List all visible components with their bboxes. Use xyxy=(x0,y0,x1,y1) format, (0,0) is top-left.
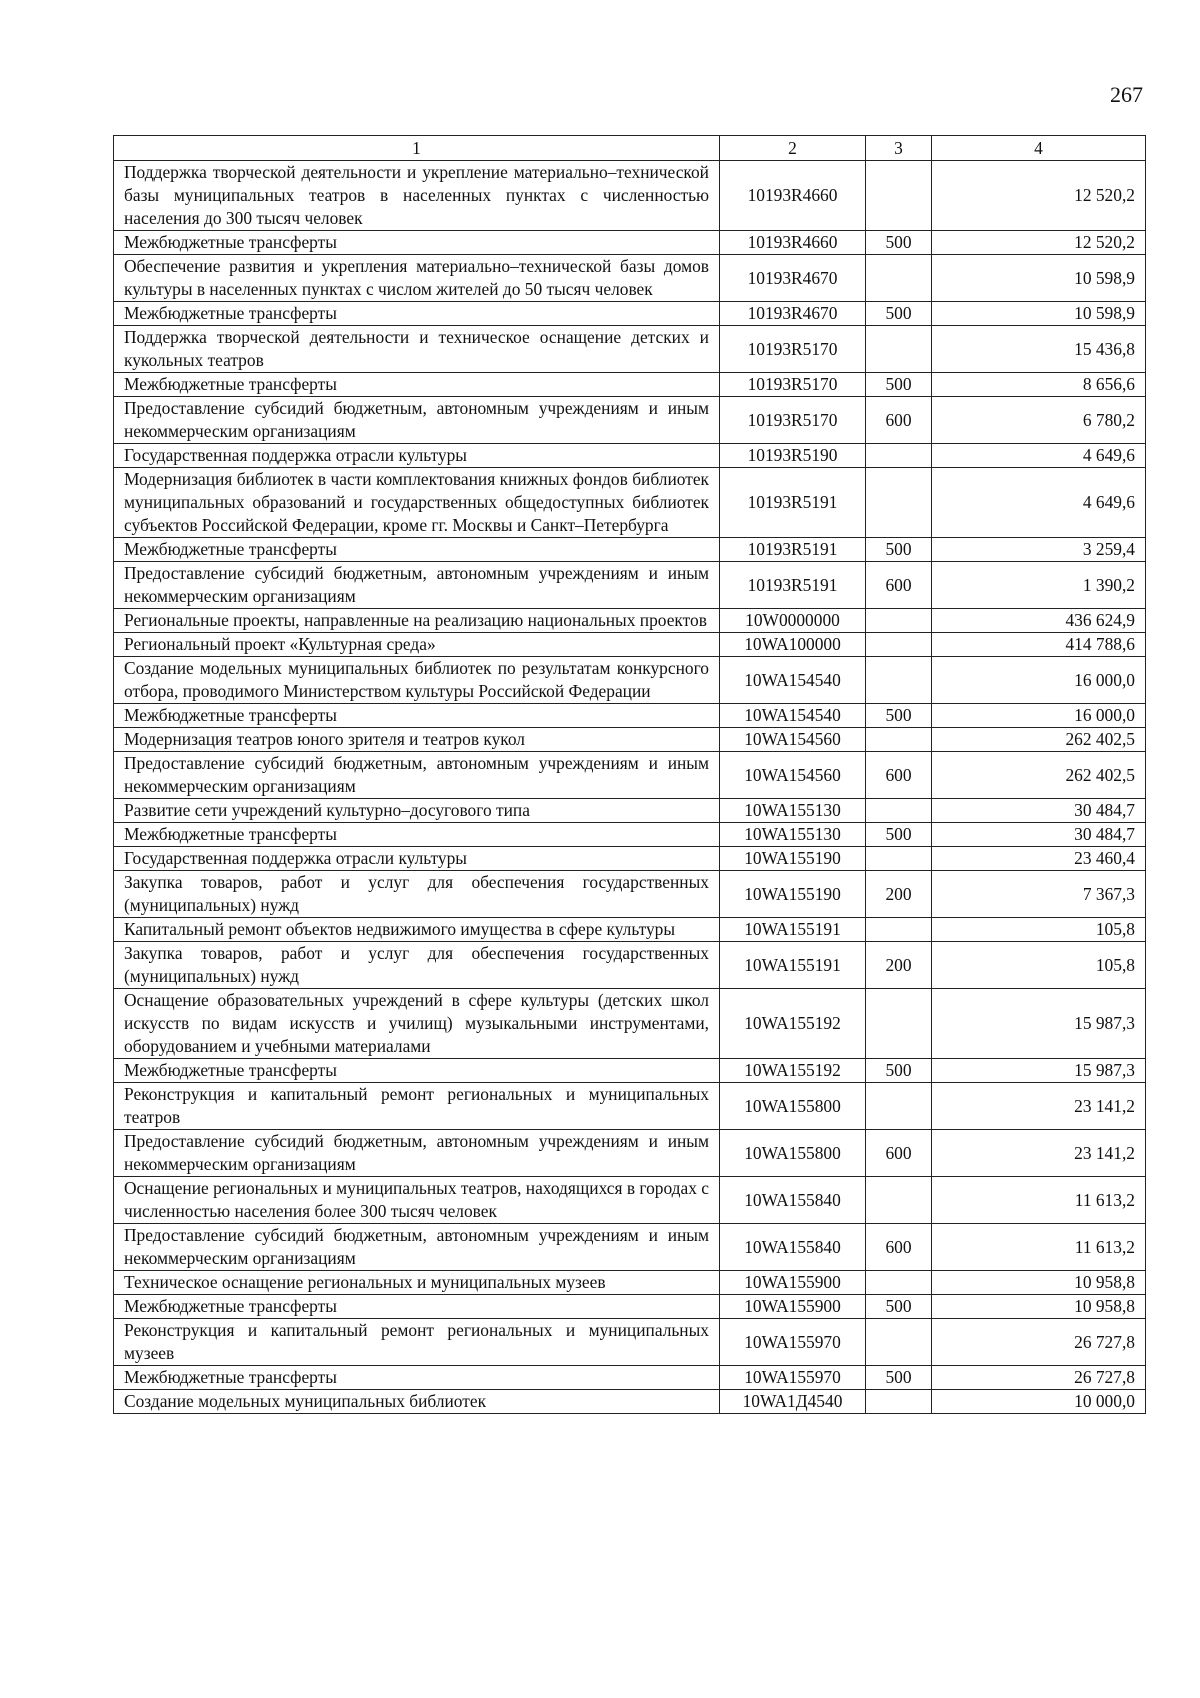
row-name-cell: Создание модельных муниципальных библиотек по результатам конкурсного отбора, проводимого Министерством культуры Российской Федерации xyxy=(114,657,720,704)
row-name-cell: Государственная поддержка отрасли культуры xyxy=(114,444,720,468)
row-code-cell: 10193R5190 xyxy=(720,444,866,468)
row-code-cell: 10WA154540 xyxy=(720,657,866,704)
table-row xyxy=(114,538,1146,562)
table-row xyxy=(114,633,1146,657)
row-type-cell xyxy=(866,918,932,942)
row-sum-cell: 7 367,3 xyxy=(932,871,1146,918)
row-code-cell: 10193R5170 xyxy=(720,373,866,397)
row-code-cell: 10WA155800 xyxy=(720,1083,866,1130)
row-code-cell: 10WA155970 xyxy=(720,1366,866,1390)
row-sum-cell: 15 987,3 xyxy=(932,989,1146,1059)
row-name-cell: Оснащение образовательных учреждений в сфере культуры (детских школ искусств по видам искусств и училищ) музыкальными инструментами, оборудованием и учебными материалами xyxy=(114,989,720,1059)
row-name-cell: Закупка товаров, работ и услуг для обеспечения государственных (муниципальных) нужд xyxy=(114,871,720,918)
row-name-cell: Модернизация библиотек в части комплектования книжных фондов библиотек муниципальных образований и государственных общедоступных библиотек субъектов Российской Федерации, кроме гг. Москвы и Санкт–Петербурга xyxy=(114,468,720,538)
row-name-cell: Предоставление субсидий бюджетным, автономным учреждениям и иным некоммерческим организациям xyxy=(114,1130,720,1177)
row-name-cell: Межбюджетные трансферты xyxy=(114,1295,720,1319)
table-row xyxy=(114,326,1146,373)
row-name-cell: Техническое оснащение региональных и муниципальных музеев xyxy=(114,1271,720,1295)
table-row xyxy=(114,728,1146,752)
row-code-cell: 10WA155800 xyxy=(720,1130,866,1177)
table-row xyxy=(114,942,1146,989)
row-code-cell: 10193R5191 xyxy=(720,538,866,562)
row-code-cell: 10193R4660 xyxy=(720,161,866,231)
row-sum-cell: 30 484,7 xyxy=(932,799,1146,823)
row-code-cell: 10WA155130 xyxy=(720,823,866,847)
table-row xyxy=(114,444,1146,468)
row-code-cell: 10WA155130 xyxy=(720,799,866,823)
row-sum-cell: 414 788,6 xyxy=(932,633,1146,657)
row-sum-cell: 262 402,5 xyxy=(932,752,1146,799)
row-code-cell: 10WA100000 xyxy=(720,633,866,657)
row-sum-cell: 10 598,9 xyxy=(932,302,1146,326)
row-code-cell: 10WA155900 xyxy=(720,1295,866,1319)
row-type-cell: 500 xyxy=(866,1059,932,1083)
row-code-cell: 10W0000000 xyxy=(720,609,866,633)
row-sum-cell: 8 656,6 xyxy=(932,373,1146,397)
table-row xyxy=(114,231,1146,255)
table-row xyxy=(114,302,1146,326)
row-sum-cell: 6 780,2 xyxy=(932,397,1146,444)
table-row xyxy=(114,1083,1146,1130)
table-row xyxy=(114,1177,1146,1224)
table-row xyxy=(114,255,1146,302)
row-type-cell: 500 xyxy=(866,1366,932,1390)
row-code-cell: 10WA155192 xyxy=(720,1059,866,1083)
row-sum-cell: 15 436,8 xyxy=(932,326,1146,373)
row-name-cell: Межбюджетные трансферты xyxy=(114,538,720,562)
row-sum-cell: 4 649,6 xyxy=(932,444,1146,468)
row-code-cell: 10193R4660 xyxy=(720,231,866,255)
row-code-cell: 10193R4670 xyxy=(720,302,866,326)
table-body xyxy=(114,161,1146,1414)
row-type-cell xyxy=(866,1319,932,1366)
row-name-cell: Межбюджетные трансферты xyxy=(114,302,720,326)
row-sum-cell: 436 624,9 xyxy=(932,609,1146,633)
table-row xyxy=(114,1271,1146,1295)
table-header xyxy=(114,136,1146,161)
table-row xyxy=(114,562,1146,609)
row-type-cell: 200 xyxy=(866,871,932,918)
row-code-cell: 10WA154560 xyxy=(720,728,866,752)
row-sum-cell: 4 649,6 xyxy=(932,468,1146,538)
row-name-cell: Региональный проект «Культурная среда» xyxy=(114,633,720,657)
row-type-cell xyxy=(866,633,932,657)
page-number: 267 xyxy=(1110,82,1143,107)
row-name-cell: Развитие сети учреждений культурно–досугового типа xyxy=(114,799,720,823)
row-type-cell xyxy=(866,657,932,704)
table-row xyxy=(114,161,1146,231)
row-type-cell: 500 xyxy=(866,823,932,847)
row-type-cell xyxy=(866,989,932,1059)
row-name-cell: Межбюджетные трансферты xyxy=(114,231,720,255)
row-sum-cell: 105,8 xyxy=(932,942,1146,989)
row-code-cell: 10WA154540 xyxy=(720,704,866,728)
row-type-cell: 500 xyxy=(866,1295,932,1319)
row-name-cell: Межбюджетные трансферты xyxy=(114,1059,720,1083)
row-sum-cell: 12 520,2 xyxy=(932,161,1146,231)
table-row xyxy=(114,1319,1146,1366)
row-type-cell xyxy=(866,326,932,373)
row-type-cell: 600 xyxy=(866,752,932,799)
row-name-cell: Предоставление субсидий бюджетным, автономным учреждениям и иным некоммерческим организациям xyxy=(114,1224,720,1271)
row-type-cell xyxy=(866,444,932,468)
row-type-cell xyxy=(866,161,932,231)
row-code-cell: 10193R5191 xyxy=(720,468,866,538)
row-sum-cell: 26 727,8 xyxy=(932,1319,1146,1366)
table-row xyxy=(114,1224,1146,1271)
table-row xyxy=(114,1366,1146,1390)
row-type-cell: 500 xyxy=(866,302,932,326)
row-type-cell: 600 xyxy=(866,562,932,609)
table-row xyxy=(114,799,1146,823)
row-sum-cell: 12 520,2 xyxy=(932,231,1146,255)
row-code-cell: 10WA1Д4540 xyxy=(720,1390,866,1414)
row-type-cell xyxy=(866,609,932,633)
row-type-cell xyxy=(866,255,932,302)
row-name-cell: Поддержка творческой деятельности и техническое оснащение детских и кукольных театров xyxy=(114,326,720,373)
row-name-cell: Предоставление субсидий бюджетным, автономным учреждениям и иным некоммерческим организациям xyxy=(114,752,720,799)
row-code-cell: 10193R5170 xyxy=(720,326,866,373)
row-code-cell: 10WA155190 xyxy=(720,847,866,871)
row-name-cell: Оснащение региональных и муниципальных театров, находящихся в городах с численностью населения более 300 тысяч человек xyxy=(114,1177,720,1224)
row-code-cell: 10WA155191 xyxy=(720,942,866,989)
row-name-cell: Закупка товаров, работ и услуг для обеспечения государственных (муниципальных) нужд xyxy=(114,942,720,989)
row-type-cell: 500 xyxy=(866,538,932,562)
row-type-cell xyxy=(866,799,932,823)
table-row xyxy=(114,752,1146,799)
row-sum-cell: 105,8 xyxy=(932,918,1146,942)
table-row xyxy=(114,871,1146,918)
row-name-cell: Обеспечение развития и укрепления материально–технической базы домов культуры в населенных пунктах с числом жителей до 50 тысяч человек xyxy=(114,255,720,302)
row-name-cell: Предоставление субсидий бюджетным, автономным учреждениям и иным некоммерческим организациям xyxy=(114,397,720,444)
row-sum-cell: 23 460,4 xyxy=(932,847,1146,871)
row-sum-cell: 16 000,0 xyxy=(932,704,1146,728)
row-type-cell: 600 xyxy=(866,1130,932,1177)
row-sum-cell: 3 259,4 xyxy=(932,538,1146,562)
row-sum-cell: 1 390,2 xyxy=(932,562,1146,609)
table-row xyxy=(114,397,1146,444)
row-sum-cell: 30 484,7 xyxy=(932,823,1146,847)
row-sum-cell: 262 402,5 xyxy=(932,728,1146,752)
row-name-cell: Межбюджетные трансферты xyxy=(114,704,720,728)
row-name-cell: Капитальный ремонт объектов недвижимого имущества в сфере культуры xyxy=(114,918,720,942)
row-sum-cell: 10 958,8 xyxy=(932,1271,1146,1295)
table-row xyxy=(114,468,1146,538)
row-name-cell: Межбюджетные трансферты xyxy=(114,1366,720,1390)
column-header-1: 1 xyxy=(114,136,720,161)
table-row xyxy=(114,823,1146,847)
row-type-cell: 500 xyxy=(866,373,932,397)
row-name-cell: Поддержка творческой деятельности и укрепление материально–технической базы муниципальных театров в населенных пунктах с численностью населения до 300 тысяч человек xyxy=(114,161,720,231)
row-code-cell: 10WA155840 xyxy=(720,1177,866,1224)
row-name-cell: Модернизация театров юного зрителя и театров кукол xyxy=(114,728,720,752)
row-code-cell: 10WA155970 xyxy=(720,1319,866,1366)
row-type-cell xyxy=(866,847,932,871)
row-type-cell: 600 xyxy=(866,397,932,444)
row-name-cell: Создание модельных муниципальных библиотек xyxy=(114,1390,720,1414)
row-type-cell: 200 xyxy=(866,942,932,989)
table-row xyxy=(114,704,1146,728)
row-type-cell: 500 xyxy=(866,231,932,255)
row-sum-cell: 23 141,2 xyxy=(932,1083,1146,1130)
table-row xyxy=(114,847,1146,871)
row-code-cell: 10WA155191 xyxy=(720,918,866,942)
row-code-cell: 10193R4670 xyxy=(720,255,866,302)
row-name-cell: Межбюджетные трансферты xyxy=(114,373,720,397)
row-type-cell xyxy=(866,1083,932,1130)
column-header-4: 4 xyxy=(932,136,1146,161)
row-name-cell: Региональные проекты, направленные на реализацию национальных проектов xyxy=(114,609,720,633)
row-code-cell: 10WA155190 xyxy=(720,871,866,918)
table-row xyxy=(114,657,1146,704)
row-code-cell: 10WA155192 xyxy=(720,989,866,1059)
table-row xyxy=(114,1295,1146,1319)
row-name-cell: Реконструкция и капитальный ремонт региональных и муниципальных музеев xyxy=(114,1319,720,1366)
row-sum-cell: 11 613,2 xyxy=(932,1177,1146,1224)
row-name-cell: Реконструкция и капитальный ремонт региональных и муниципальных театров xyxy=(114,1083,720,1130)
table-row xyxy=(114,918,1146,942)
row-sum-cell: 15 987,3 xyxy=(932,1059,1146,1083)
table-row xyxy=(114,989,1146,1059)
table-row xyxy=(114,373,1146,397)
table-row xyxy=(114,1130,1146,1177)
row-code-cell: 10WA155900 xyxy=(720,1271,866,1295)
row-sum-cell: 11 613,2 xyxy=(932,1224,1146,1271)
table-row xyxy=(114,609,1146,633)
row-code-cell: 10193R5170 xyxy=(720,397,866,444)
row-type-cell xyxy=(866,728,932,752)
row-code-cell: 10193R5191 xyxy=(720,562,866,609)
column-header-3: 3 xyxy=(866,136,932,161)
table-row xyxy=(114,1059,1146,1083)
row-sum-cell: 26 727,8 xyxy=(932,1366,1146,1390)
row-name-cell: Государственная поддержка отрасли культуры xyxy=(114,847,720,871)
row-type-cell: 600 xyxy=(866,1224,932,1271)
row-sum-cell: 10 000,0 xyxy=(932,1390,1146,1414)
row-type-cell xyxy=(866,468,932,538)
row-name-cell: Предоставление субсидий бюджетным, автономным учреждениям и иным некоммерческим организациям xyxy=(114,562,720,609)
row-type-cell xyxy=(866,1271,932,1295)
row-type-cell xyxy=(866,1177,932,1224)
row-sum-cell: 16 000,0 xyxy=(932,657,1146,704)
row-type-cell: 500 xyxy=(866,704,932,728)
row-code-cell: 10WA155840 xyxy=(720,1224,866,1271)
row-sum-cell: 10 958,8 xyxy=(932,1295,1146,1319)
row-type-cell xyxy=(866,1390,932,1414)
row-sum-cell: 23 141,2 xyxy=(932,1130,1146,1177)
column-header-2: 2 xyxy=(720,136,866,161)
row-name-cell: Межбюджетные трансферты xyxy=(114,823,720,847)
row-sum-cell: 10 598,9 xyxy=(932,255,1146,302)
row-code-cell: 10WA154560 xyxy=(720,752,866,799)
table-row xyxy=(114,1390,1146,1414)
budget-table xyxy=(113,135,1146,1414)
